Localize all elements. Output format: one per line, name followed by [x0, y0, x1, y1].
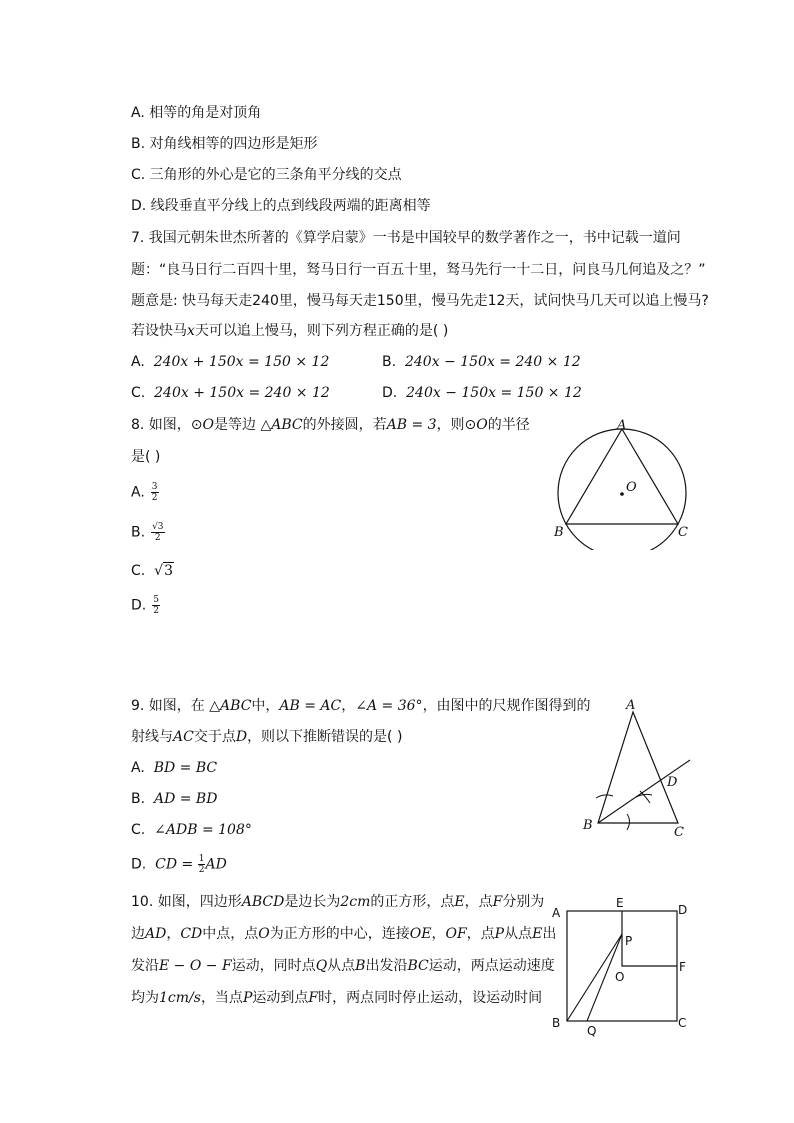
q9-stem-line-2: 射线与AC交于点D，则以下推断错误的是( ): [131, 729, 403, 745]
q10-stem-line-4: 均为1cm/s，当点P运动到点F时，两点同时停止运动，设运动时间: [131, 990, 543, 1006]
label-o: O: [626, 480, 637, 495]
label-d: D: [667, 775, 678, 790]
q7-option-a: A. 240x + 150x = 150 × 12: [131, 354, 330, 370]
q7-stem-line-2: 题：“良马日行二百四十里，驽马日行一百五十里，驽马先行一十二日，问良马几何追及之？”: [131, 262, 706, 278]
q10-stem-line-3: 发沿E − O − F运动，同时点Q从点B出发沿BC运动，两点运动速度: [131, 958, 555, 974]
triangle-abc: [598, 712, 678, 823]
center-point: [620, 492, 624, 496]
q9-option-d: D. CD = $\frac{1}{2}$ AD: [131, 854, 227, 875]
q10-stem-line-2: 边AD，CD中点，点O为正方形的中心，连接OE，OF，点P从点E出: [131, 926, 557, 942]
q7-stem-line-3: 题意是: 快马每天走240里，慢马每天走150里，慢马先走12天，试问快马几天可以追上慢马?: [131, 293, 709, 309]
q6-option-c: C. 三角形的外心是它的三条角平分线的交点: [131, 167, 402, 183]
q8-option-d: D. $\frac{5}{2}$: [131, 595, 159, 616]
fraction: $\frac{√3}{2}$: [152, 522, 164, 543]
circumcircle: [558, 429, 686, 550]
label-d: D: [678, 903, 688, 917]
label-p: P: [625, 934, 633, 948]
label-a: A: [617, 418, 627, 433]
q10-stem-line-1: 10. 如图，四边形ABCD是边长为2cm的正方形，点E，点F分别为: [131, 894, 545, 910]
q8-stem-line-2: 是( ): [131, 449, 161, 465]
q6-option-d: D. 线段垂直平分线上的点到线段两端的距离相等: [131, 198, 431, 214]
label-a: A: [552, 906, 561, 920]
label-b: B: [583, 818, 593, 833]
triangle-abc: [566, 429, 678, 524]
q9-figure: [570, 693, 710, 843]
q6-option-a: A. 相等的角是对顶角: [131, 105, 262, 121]
label-b: B: [552, 1016, 561, 1030]
q9-option-c: C. ∠ADB = 108°: [131, 822, 252, 838]
q7-stem-line-1: 7. 我国元朝朱世杰所著的《算学启蒙》一书是中国较早的数学著作之一，书中记载一道问: [131, 230, 681, 246]
arc-mark: [596, 795, 613, 798]
label-c: C: [678, 525, 688, 540]
q8-figure: [545, 410, 705, 550]
arc-mark: [640, 791, 650, 803]
q6-option-b: B. 对角线相等的四边形是矩形: [131, 136, 318, 152]
q7-option-c: C. 240x + 150x = 240 × 12: [131, 385, 330, 401]
label-q: Q: [587, 1024, 597, 1038]
q8-option-c: C. √3: [131, 563, 173, 579]
q8-option-a: A. $\frac{3}{2}$: [131, 482, 158, 503]
label-c: C: [674, 825, 684, 840]
label-e: E: [616, 896, 624, 910]
q9-stem-line-1: 9. 如图，在 △ABC中，AB = AC，∠A = 36°，由图中的尺规作图得到的: [131, 698, 591, 714]
q8-stem-line-1: 8. 如图，⊙O是等边 △ABC的外接圆，若AB = 3，则⊙O的半径: [131, 417, 530, 433]
segment-bp: [567, 934, 625, 1021]
fraction: $\frac{5}{2}$: [153, 595, 159, 616]
q8-option-b: B. $\frac{√3}{2}$: [131, 522, 164, 543]
q9-option-b: B. AD = BD: [131, 791, 218, 807]
q9-option-a: A. BD = BC: [131, 760, 218, 776]
bisector-ray: [598, 760, 690, 823]
square-root: √3: [154, 563, 173, 579]
label-a: A: [626, 698, 636, 713]
q7-option-d: D. 240x − 150x = 150 × 12: [382, 385, 582, 401]
fraction: $\frac{3}{2}$: [151, 482, 158, 503]
q10-figure: [545, 893, 705, 1043]
label-c: C: [678, 1016, 687, 1030]
fraction: $\frac{1}{2}$: [198, 854, 205, 875]
label-b: B: [554, 525, 564, 540]
q7-stem-line-4: 若设快马x天可以追上慢马，则下列方程正确的是( ): [131, 323, 449, 339]
label-f: F: [679, 960, 686, 974]
q7-option-b: B. 240x − 150x = 240 × 12: [382, 354, 581, 370]
label-o: O: [615, 970, 625, 984]
arc-mark: [627, 814, 630, 830]
